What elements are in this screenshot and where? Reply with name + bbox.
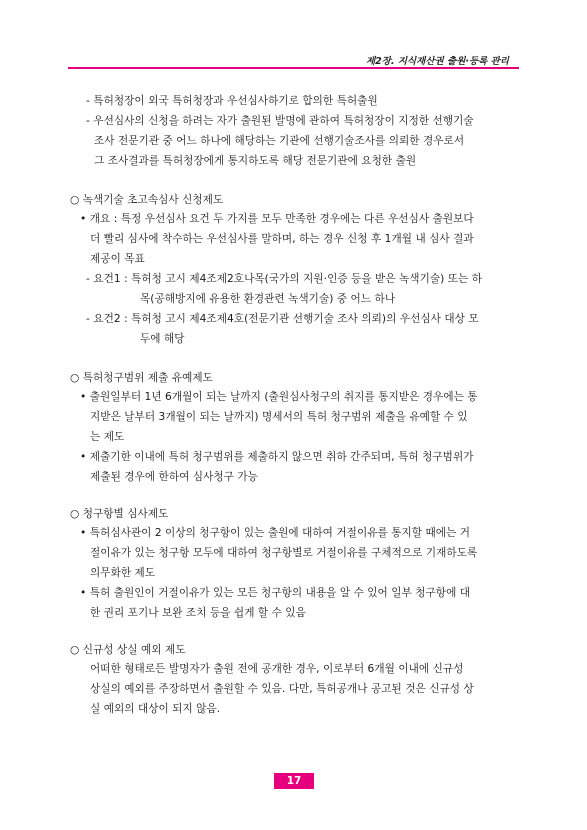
text-line: 그 조사결과를 특허청장에게 통지하도록 해당 전문기관에 요청한 출원 (94, 155, 417, 167)
section-heading: ○ 청구항별 심사제도 (70, 508, 169, 520)
text-line: 더 빨리 심사에 착수하는 우선심사를 말하며, 하는 경우 신청 후 1개월 내 심사 결과 (90, 233, 474, 245)
section-heading: ○ 녹색기술 초고속심사 신청제도 (70, 194, 224, 206)
text-line: 제공이 목표 (90, 253, 145, 265)
text-line: • 제출기한 이내에 특허 청구범위를 제출하지 않으면 취하 간주되며, 특허 청구범위가 (80, 451, 474, 463)
text-line: 조사 전문기관 중 어느 하나에 해당하는 기관에 선행기술조사를 의뢰한 경우로서 (94, 135, 465, 147)
section-heading: ○ 신규성 상실 예외 제도 (70, 644, 186, 656)
text-line: 절이유가 있는 청구항 모두에 대하여 청구항별로 거절이유를 구체적으로 기재하도록 (90, 547, 478, 559)
text-line: - 요건1 : 특허청 고시 제4조제2호나목(국가의 지원·인증 등을 받은 녹색기술) 또는 하 (86, 273, 483, 285)
text-line: 상실의 예외를 주장하면서 출원할 수 있음. 다만, 특허공개나 공고된 것은 신규성 상 (90, 683, 474, 695)
text-line: 는 제도 (90, 431, 125, 443)
text-line: 제출된 경우에 한하여 심사청구 가능 (90, 471, 258, 483)
page-header-title: 제2장. 지식재산권 출원·등록 관리 (365, 56, 509, 67)
page-number: 17 (274, 773, 314, 789)
text-line: • 특허 출원인이 거절이유가 있는 모든 청구항의 내용을 알 수 있어 일부 청구항에 대 (80, 587, 471, 599)
text-line: • 특허심사관이 2 이상의 청구항이 있는 출원에 대하여 거절이유를 통지할 때에는 거 (80, 527, 471, 539)
text-line: 한 권리 포기나 보완 조치 등을 쉽게 할 수 있음 (90, 607, 306, 619)
text-line: 지받은 날부터 3개월이 되는 날까지) 명세서의 특허 청구범위 제출을 유예할 수 있 (90, 411, 468, 423)
text-line: 두에 해당 (140, 333, 185, 345)
text-line: 실 예외의 대상이 되지 않음. (90, 703, 221, 715)
text-line: - 우선심사의 신청을 하려는 자가 출원된 발명에 관하여 특허청장이 지정한 선행기술 (86, 115, 474, 127)
text-line: • 출원일부터 1년 6개월이 되는 날까지 (출원심사청구의 취지를 통지받은 경우에는 통 (80, 391, 478, 403)
text-line: • 개요 : 특정 우선심사 요건 두 가지를 모두 만족한 경우에는 다른 우선심사 출원보다 (80, 213, 474, 225)
text-line: 의무화한 제도 (90, 567, 156, 579)
text-line: 어떠한 형태로든 발명자가 출원 전에 공개한 경우, 이로부터 6개월 이내에 신규성 (90, 663, 464, 675)
text-line: - 요건2 : 특허청 고시 제4조제4호(전문기관 선행기술 조사 의뢰)의 우선심사 대상 모 (86, 313, 479, 325)
text-line: 목(공해방지에 유용한 환경관련 녹색기술) 중 어느 하나 (140, 293, 396, 305)
section-heading: ○ 특허청구범위 제출 유예제도 (70, 372, 213, 384)
text-line: - 특허청장이 외국 특허청장과 우선심사하기로 합의한 특허출원 (86, 95, 378, 107)
